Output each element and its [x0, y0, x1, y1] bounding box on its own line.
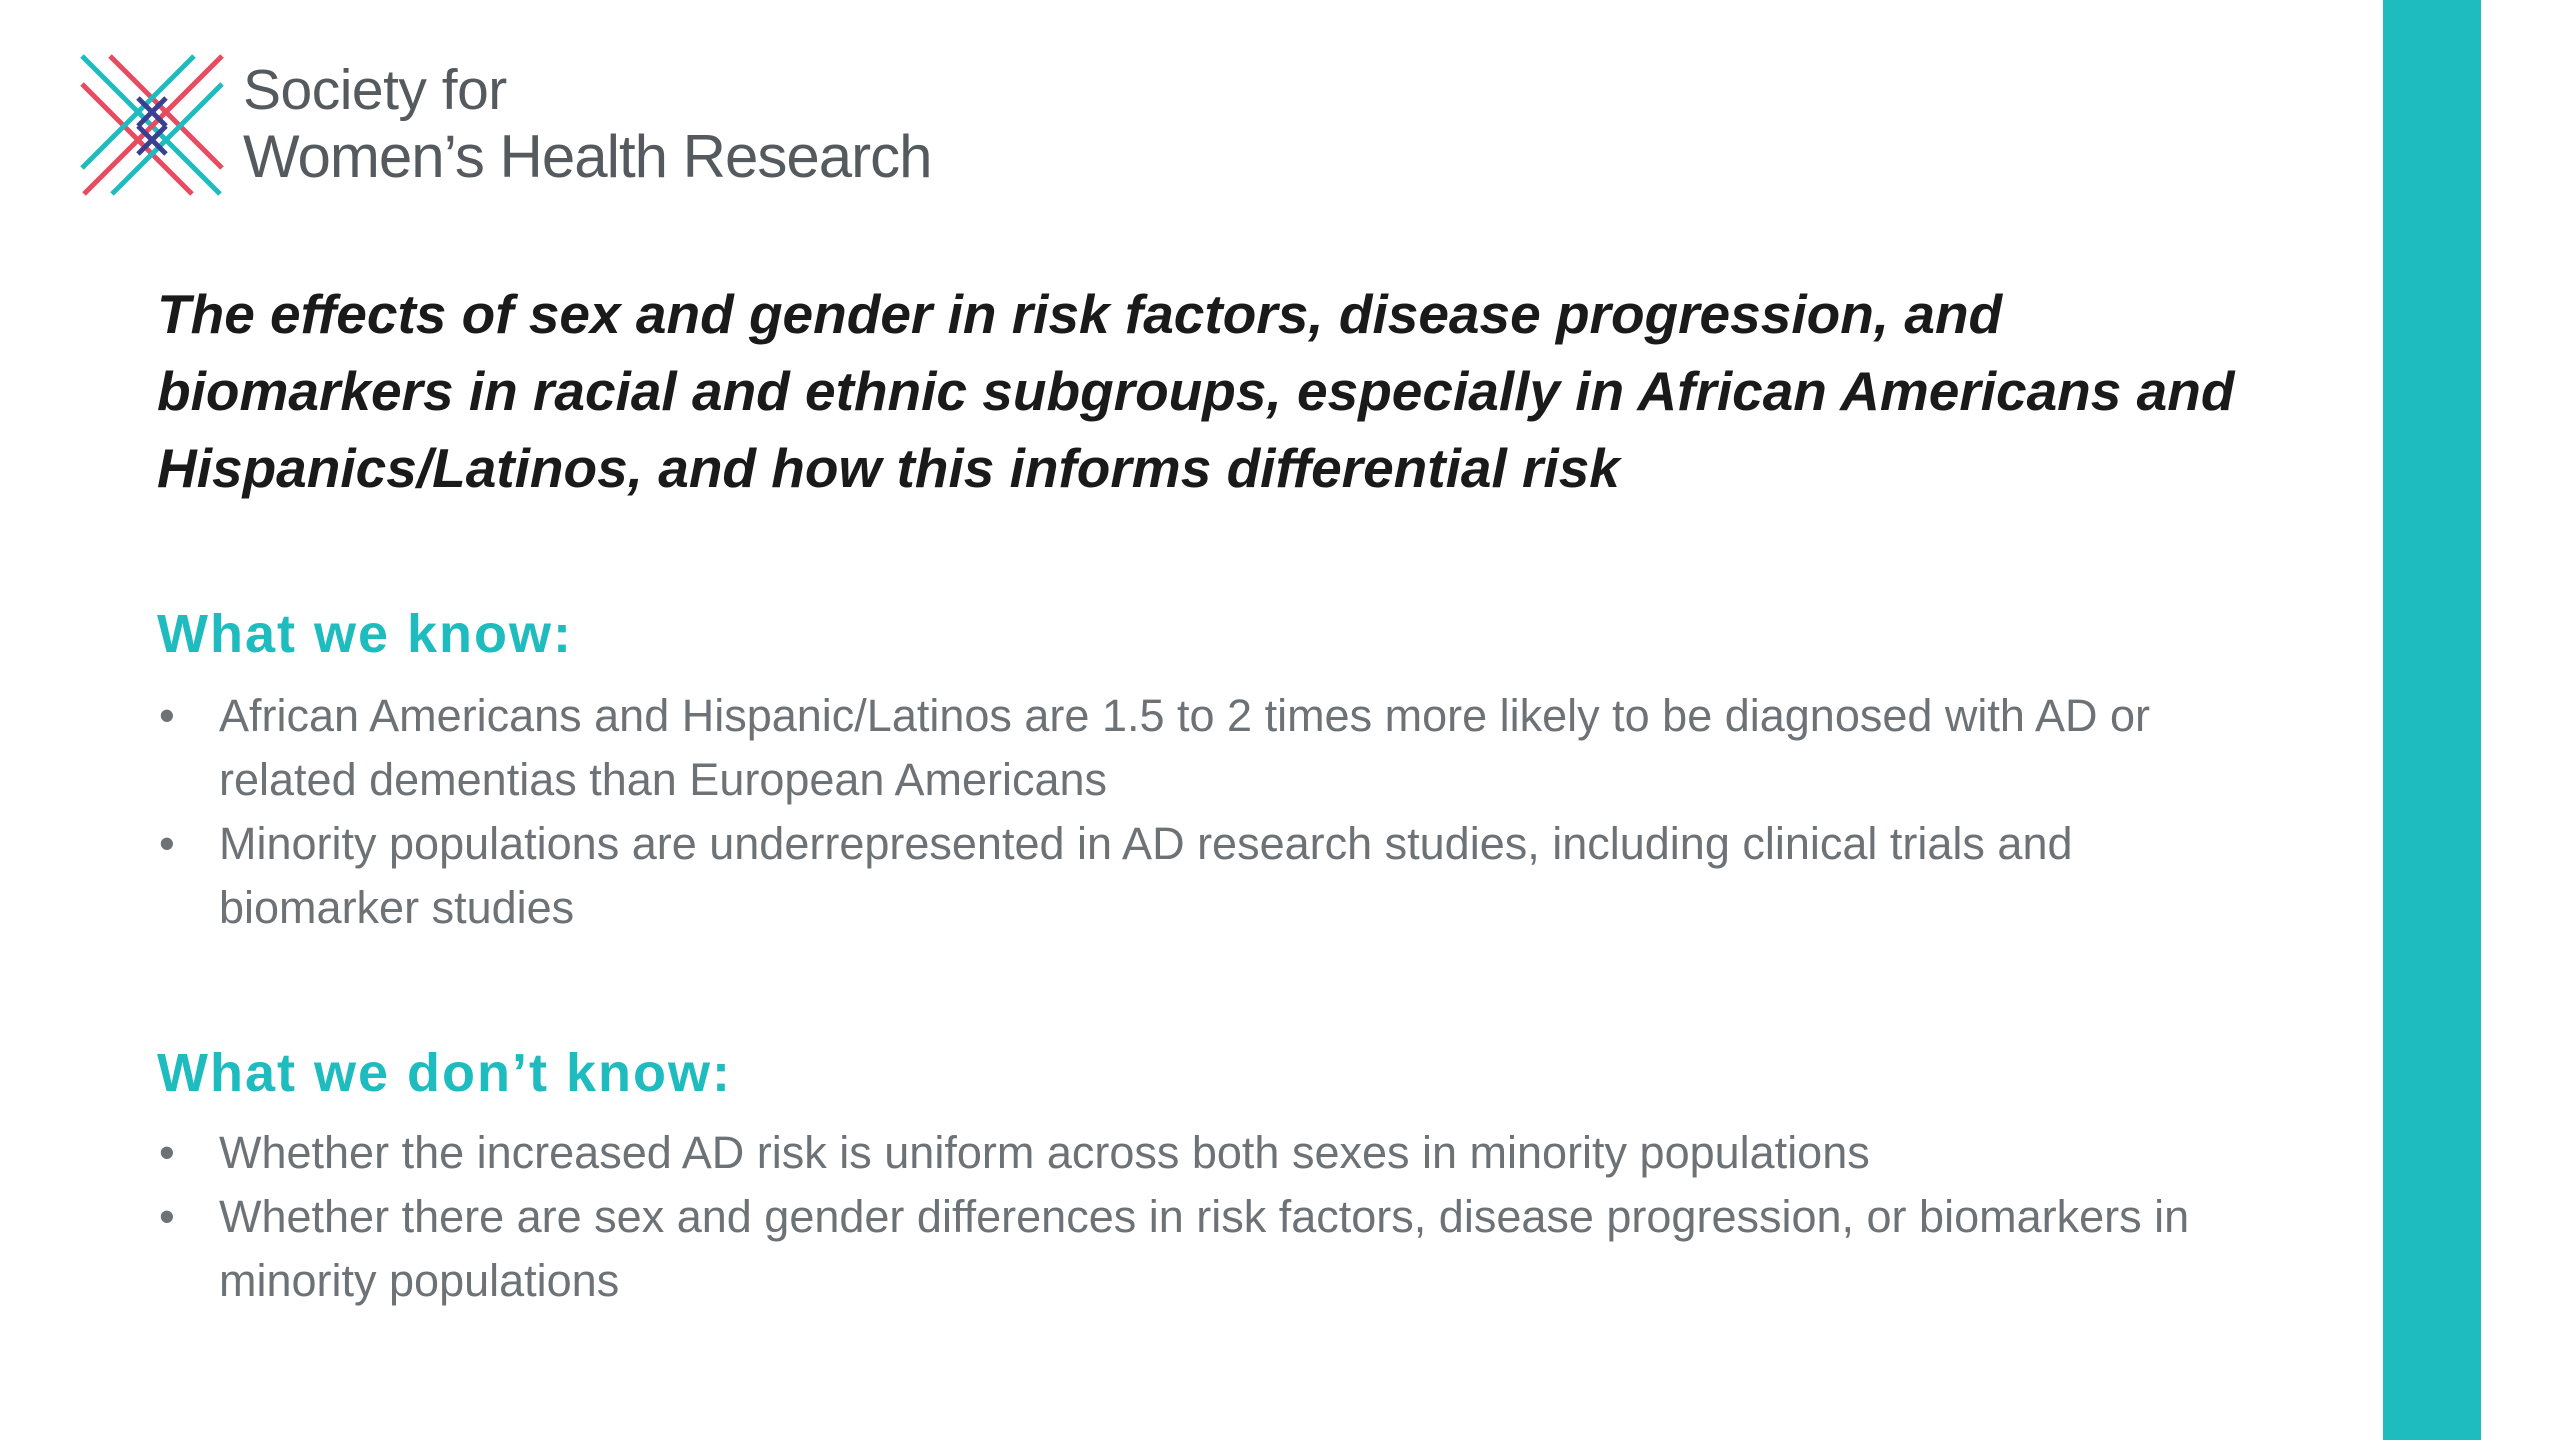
- logo-text-line1: Society for: [243, 58, 507, 122]
- crosshatch-logo-icon: [80, 54, 224, 196]
- list-item: [157, 1185, 2257, 1313]
- society-logo: [80, 52, 980, 202]
- list-item-text: Whether there are sex and gender differences in risk factors, disease progression, or biomarkers in minority populations: [219, 1191, 2190, 1306]
- what-we-know-list: [157, 684, 2257, 940]
- bullet-icon: •: [159, 1191, 175, 1242]
- what-we-dont-know-list: [157, 1121, 2257, 1313]
- accent-bar: [2383, 0, 2481, 1440]
- list-item-text: African Americans and Hispanic/Latinos are 1.5 to 2 times more likely to be diagnosed with AD or related dementias than European Americans: [219, 690, 2150, 805]
- slide-title: The effects of sex and gender in risk factors, disease progression, and biomarkers in racial and ethnic subgroups, especially in African Americans and Hispanics/Latinos, and how this informs differential risk: [157, 283, 2235, 499]
- list-item-text: Minority populations are underrepresented in AD research studies, including clinical trials and biomarker studies: [219, 818, 2073, 933]
- list-item: [157, 684, 2257, 812]
- list-item: [157, 812, 2257, 940]
- list-item-text: Whether the increased AD risk is uniform across both sexes in minority populations: [219, 1127, 1870, 1178]
- bullet-icon: •: [159, 1127, 175, 1178]
- bullet-icon: •: [159, 818, 175, 869]
- list-item: [157, 1121, 2257, 1185]
- logo-text-line2: Women’s Health Research: [243, 123, 932, 190]
- what-we-know-heading: What we know:: [157, 604, 573, 664]
- bullet-icon: •: [159, 690, 175, 741]
- what-we-dont-know-heading: What we don’t know:: [157, 1043, 732, 1103]
